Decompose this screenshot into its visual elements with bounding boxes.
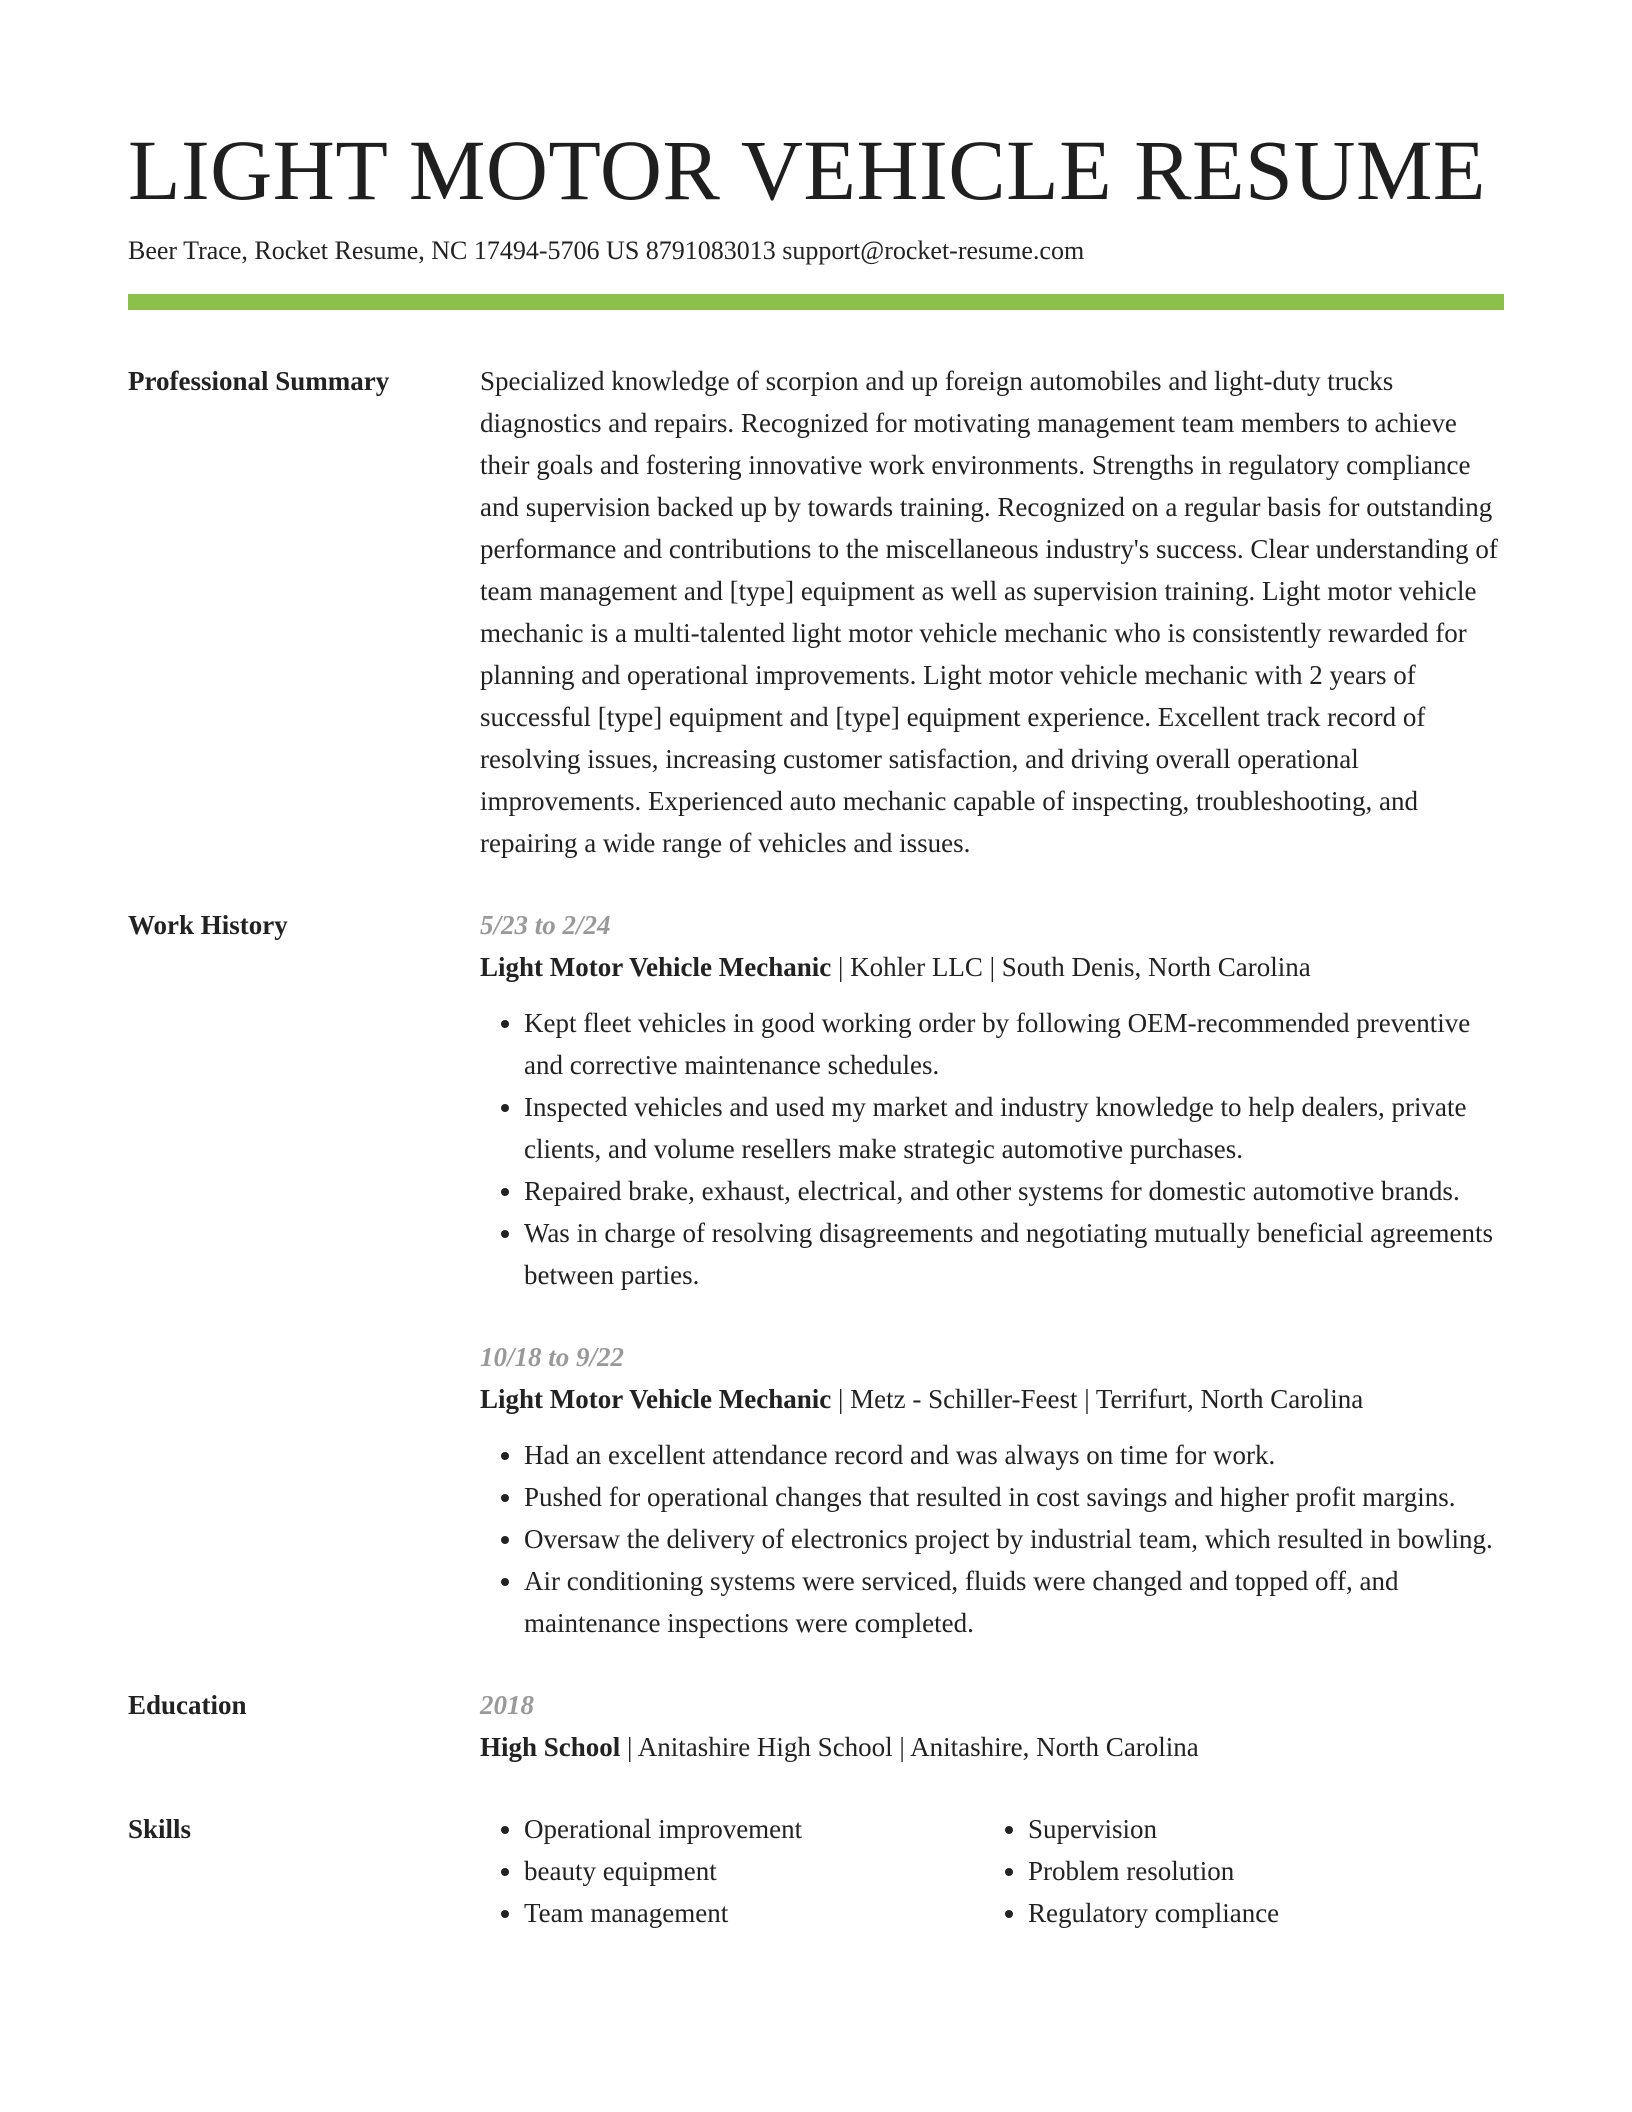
skill-item: • Problem resolution [1028, 1850, 1279, 1892]
job-bullet: • Air conditioning systems were serviced, fluids were changed and topped off, and maintenance inspections were completed. [524, 1560, 1504, 1644]
job-bullets [480, 1434, 1504, 1644]
skills-section [128, 1808, 1504, 1934]
job-bullet: • Repaired brake, exhaust, electrical, and other systems for domestic automotive brands. [524, 1170, 1504, 1212]
skill-item: • Operational improvement [524, 1808, 984, 1850]
job-title: Light Motor Vehicle Mechanic [480, 1384, 832, 1414]
job-role-line [480, 946, 1504, 988]
contact-line: Beer Trace, Rocket Resume, NC 17494-5706 US 8791083013 support@rocket-resume.com [128, 236, 1085, 265]
resume-title: LIGHT MOTOR VEHICLE RESUME [128, 122, 1486, 218]
education-line [480, 1726, 1504, 1768]
summary-text: Specialized knowledge of scorpion and up foreign automobiles and light-duty trucks diagnostics and repairs. Recognized for motivating management team members to achieve their goals and fostering innovative work environments. Strengths in regulatory compliance and supervision backed up by towards training. Recognized on a regular basis for outstanding performance and contributions to the miscellaneous industry's success. Clear understanding of team management and [type] equipment as well as supervision training. Light motor vehicle mechanic is a multi-talented light motor vehicle mechanic who is consistently rewarded for planning and operational improvements. Light motor vehicle mechanic with 2 years of successful [type] equipment and [type] equipment experience. Excellent track record of resolving issues, increasing customer satisfaction, and driving overall operational improvements. Experienced auto mechanic capable of inspecting, troubleshooting, and repairing a wide range of vehicles and issues. [480, 366, 1498, 858]
section-label-work-history: Work History [128, 910, 288, 940]
section-label-skills: Skills [128, 1814, 192, 1844]
education-details: | Anitashire High School | Anitashire, North Carolina [620, 1732, 1199, 1762]
job-dates: 10/18 to 9/22 [480, 1342, 625, 1372]
job-dates: 5/23 to 2/24 [480, 910, 611, 940]
job-bullet: • Inspected vehicles and used my market and industry knowledge to help dealers, private clients, and volume resellers make strategic automotive purchases. [524, 1086, 1504, 1170]
resume-page [128, 120, 1504, 1934]
job-entry [480, 904, 1504, 1296]
education-section [128, 1684, 1504, 1768]
job-title: Light Motor Vehicle Mechanic [480, 952, 832, 982]
job-bullet: • Pushed for operational changes that resulted in cost savings and higher profit margins. [524, 1476, 1504, 1518]
skills-columns [480, 1808, 1504, 1934]
skill-item: • beauty equipment [524, 1850, 984, 1892]
education-degree: High School [480, 1732, 621, 1762]
job-bullet: • Was in charge of resolving disagreements and negotiating mutually beneficial agreements between parties. [524, 1212, 1504, 1296]
job-role-line [480, 1378, 1504, 1420]
job-bullet: • Kept fleet vehicles in good working order by following OEM-recommended preventive and corrective maintenance schedules. [524, 1002, 1504, 1086]
summary-section [128, 360, 1504, 864]
section-label-summary: Professional Summary [128, 366, 390, 396]
skill-item: • Regulatory compliance [1028, 1892, 1279, 1934]
skills-list-right [984, 1808, 1279, 1934]
job-entry [480, 1336, 1504, 1644]
job-bullet: • Had an excellent attendance record and was always on time for work. [524, 1434, 1504, 1476]
section-label-education: Education [128, 1690, 247, 1720]
job-bullet: • Oversaw the delivery of electronics project by industrial team, which resulted in bowling. [524, 1518, 1504, 1560]
education-year: 2018 [480, 1690, 534, 1720]
job-details: | Metz - Schiller-Feest | Terrifurt, North Carolina [831, 1384, 1364, 1414]
job-details: | Kohler LLC | South Denis, North Carolina [831, 952, 1311, 982]
skill-item: • Team management [524, 1892, 984, 1934]
accent-divider [128, 294, 1504, 310]
job-bullets [480, 1002, 1504, 1296]
skill-item: • Supervision [1028, 1808, 1279, 1850]
skills-list-left [480, 1808, 984, 1934]
work-history-section [128, 904, 1504, 1644]
